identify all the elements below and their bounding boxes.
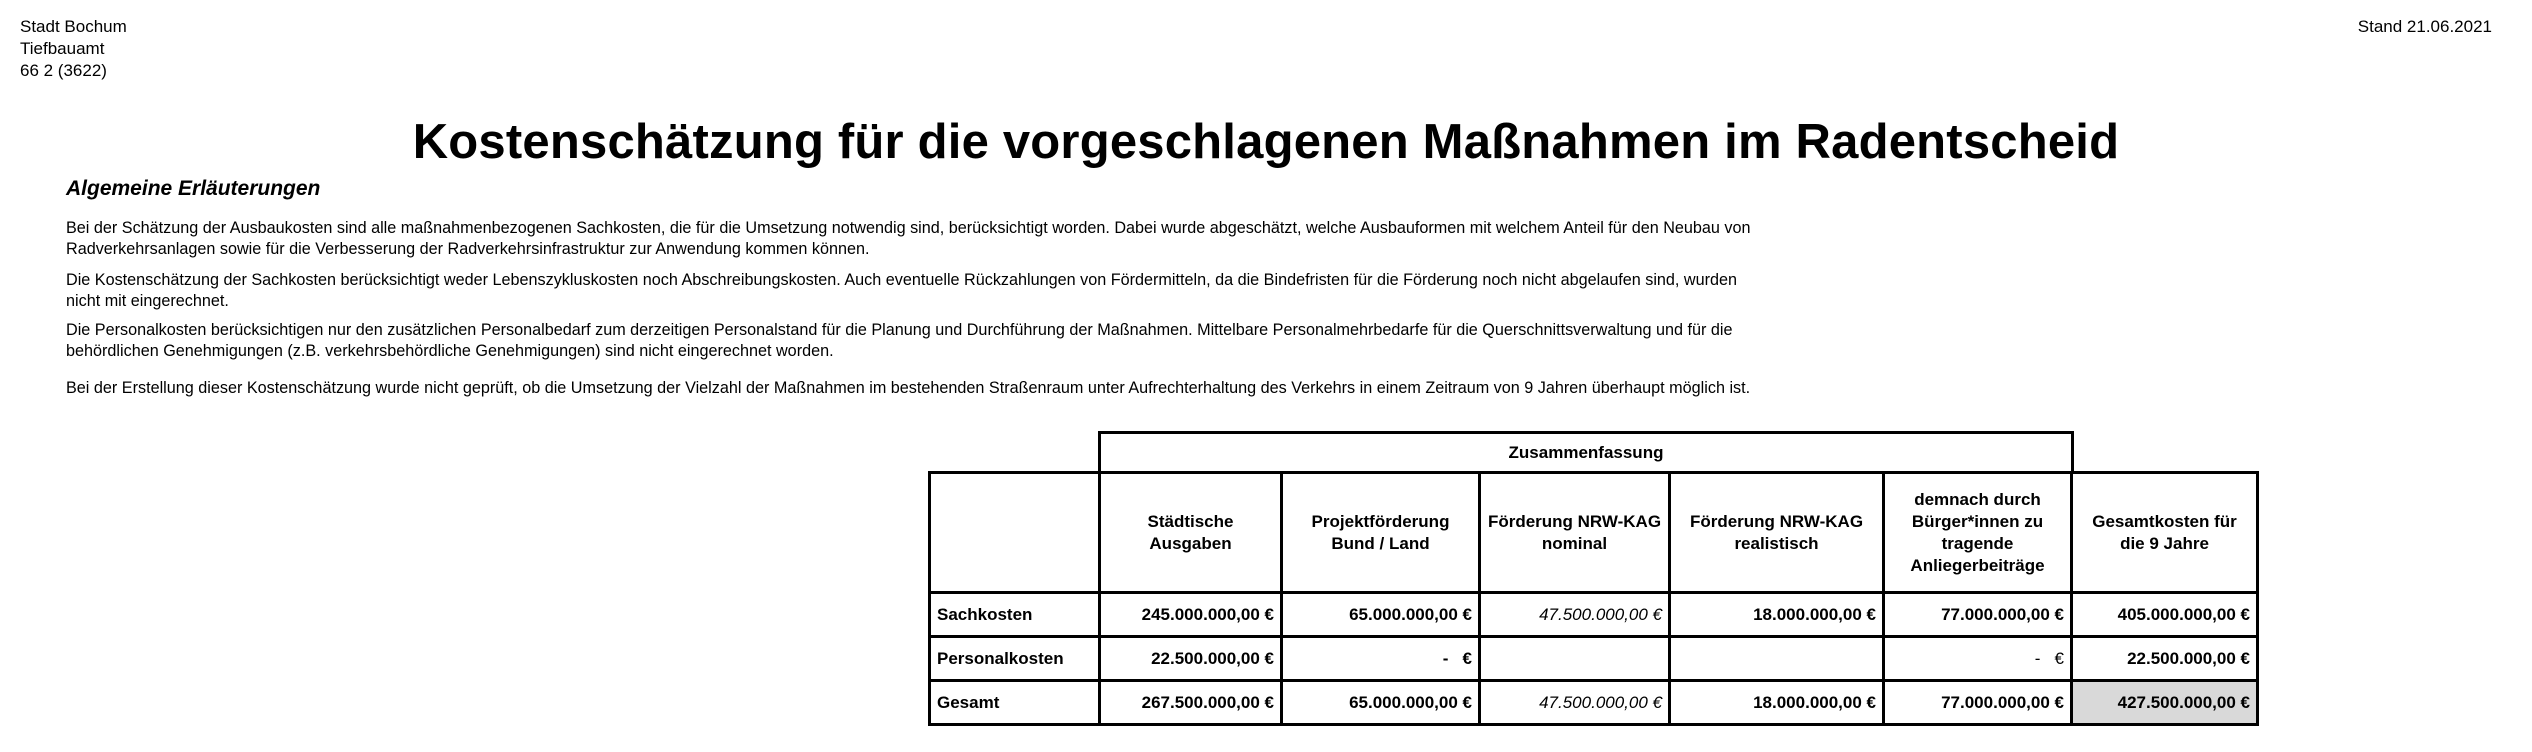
paragraph-4 <box>66 378 1896 399</box>
table-row <box>930 637 2258 681</box>
table-cell: 22.500.000,00 € <box>2072 637 2258 681</box>
organization-block <box>20 16 127 82</box>
paragraph-line: Die Kostenschätzung der Sachkosten berücksichtigt weder Lebenszykluskosten noch Abschreibungskosten. Auch eventuelle Rückzahlungen von Fördermitteln, da die Bindefristen für die Förderung noch nicht abgelaufen sind, wurden <box>66 271 1738 289</box>
summary-group-header: Zusammenfassung <box>1098 431 2074 471</box>
column-header: Projektförderung Bund / Land <box>1282 473 1480 593</box>
column-header: Förderung NRW-KAG nominal <box>1480 473 1670 593</box>
paragraph-line: Bei der Erstellung dieser Kostenschätzung wurde nicht geprüft, ob die Umsetzung der Vielzahl der Maßnahmen im bestehenden Straßenraum unter Aufrechterhaltung des Verkehrs in einem Zeitraum von 9 Jahren überhaupt möglich ist. <box>66 379 1751 397</box>
table-cell: 47.500.000,00 € <box>1480 681 1670 725</box>
table-corner-cell <box>930 473 1100 593</box>
table-cell: 18.000.000,00 € <box>1670 593 1884 637</box>
org-department: Tiefbauamt <box>20 39 105 58</box>
row-label: Sachkosten <box>930 593 1100 637</box>
row-label: Personalkosten <box>930 637 1100 681</box>
table-row <box>930 593 2258 637</box>
table-cell: - € <box>1282 637 1480 681</box>
paragraph-line: Bei der Schätzung der Ausbaukosten sind alle maßnahmenbezogenen Sachkosten, die für die Umsetzung notwendig sind, berücksichtigt worden. Dabei wurde abgeschätzt, welche Ausbauformen mit welchem Anteil für den Neubau von <box>66 219 1751 237</box>
column-header: Gesamtkosten für die 9 Jahre <box>2072 473 2258 593</box>
org-code: 66 2 (3622) <box>20 61 107 80</box>
page-title: Kostenschätzung für die vorgeschlagenen Maßnahmen im Radentscheid <box>412 115 2120 169</box>
paragraph-line: Die Personalkosten berücksichtigen nur den zusätzlichen Personalbedarf zum derzeitigen Personalstand für die Planung und Durchführung der Maßnahmen. Mittelbare Personalmehrbedarfe für die Querschnittsverwaltung und für die <box>66 321 1733 339</box>
table-cell <box>1670 637 1884 681</box>
column-header: Städtische Ausgaben <box>1100 473 1282 593</box>
org-name: Stadt Bochum <box>20 17 127 36</box>
table-cell: - € <box>1884 637 2072 681</box>
section-heading: Algemeine Erläuterungen <box>66 177 321 200</box>
table-cell: 65.000.000,00 € <box>1282 593 1480 637</box>
table-header-row <box>930 473 2258 593</box>
table-cell: 22.500.000,00 € <box>1100 637 1282 681</box>
column-header: demnach durch Bürger*innen zu tragende Anliegerbeiträge <box>1884 473 2072 593</box>
paragraph-1 <box>66 218 1896 260</box>
table-cell: 267.500.000,00 € <box>1100 681 1282 725</box>
table-cell: 405.000.000,00 € <box>2072 593 2258 637</box>
paragraph-line: behördlichen Genehmigungen (z.B. verkehrsbehördliche Genehmigungen) sind nicht eingerechnet worden. <box>66 342 834 360</box>
column-header: Förderung NRW-KAG realistisch <box>1670 473 1884 593</box>
table-cell: 18.000.000,00 € <box>1670 681 1884 725</box>
paragraph-3 <box>66 320 1896 362</box>
document-date: Stand 21.06.2021 <box>2357 17 2492 36</box>
table-cell: 65.000.000,00 € <box>1282 681 1480 725</box>
table-cell: 47.500.000,00 € <box>1480 593 1670 637</box>
table-row <box>930 681 2258 725</box>
total-cell: 427.500.000,00 € <box>2072 681 2258 725</box>
cost-summary-table <box>928 471 2259 726</box>
paragraph-2 <box>66 270 1896 312</box>
row-label: Gesamt <box>930 681 1100 725</box>
table-cell: 245.000.000,00 € <box>1100 593 1282 637</box>
paragraph-line: Radverkehrsanlagen sowie für die Verbesserung der Radverkehrsinfrastruktur zur Anwendung kommen können. <box>66 240 870 258</box>
table-cell <box>1480 637 1670 681</box>
table-cell: 77.000.000,00 € <box>1884 593 2072 637</box>
table-cell: 77.000.000,00 € <box>1884 681 2072 725</box>
paragraph-line: nicht mit eingerechnet. <box>66 292 229 310</box>
